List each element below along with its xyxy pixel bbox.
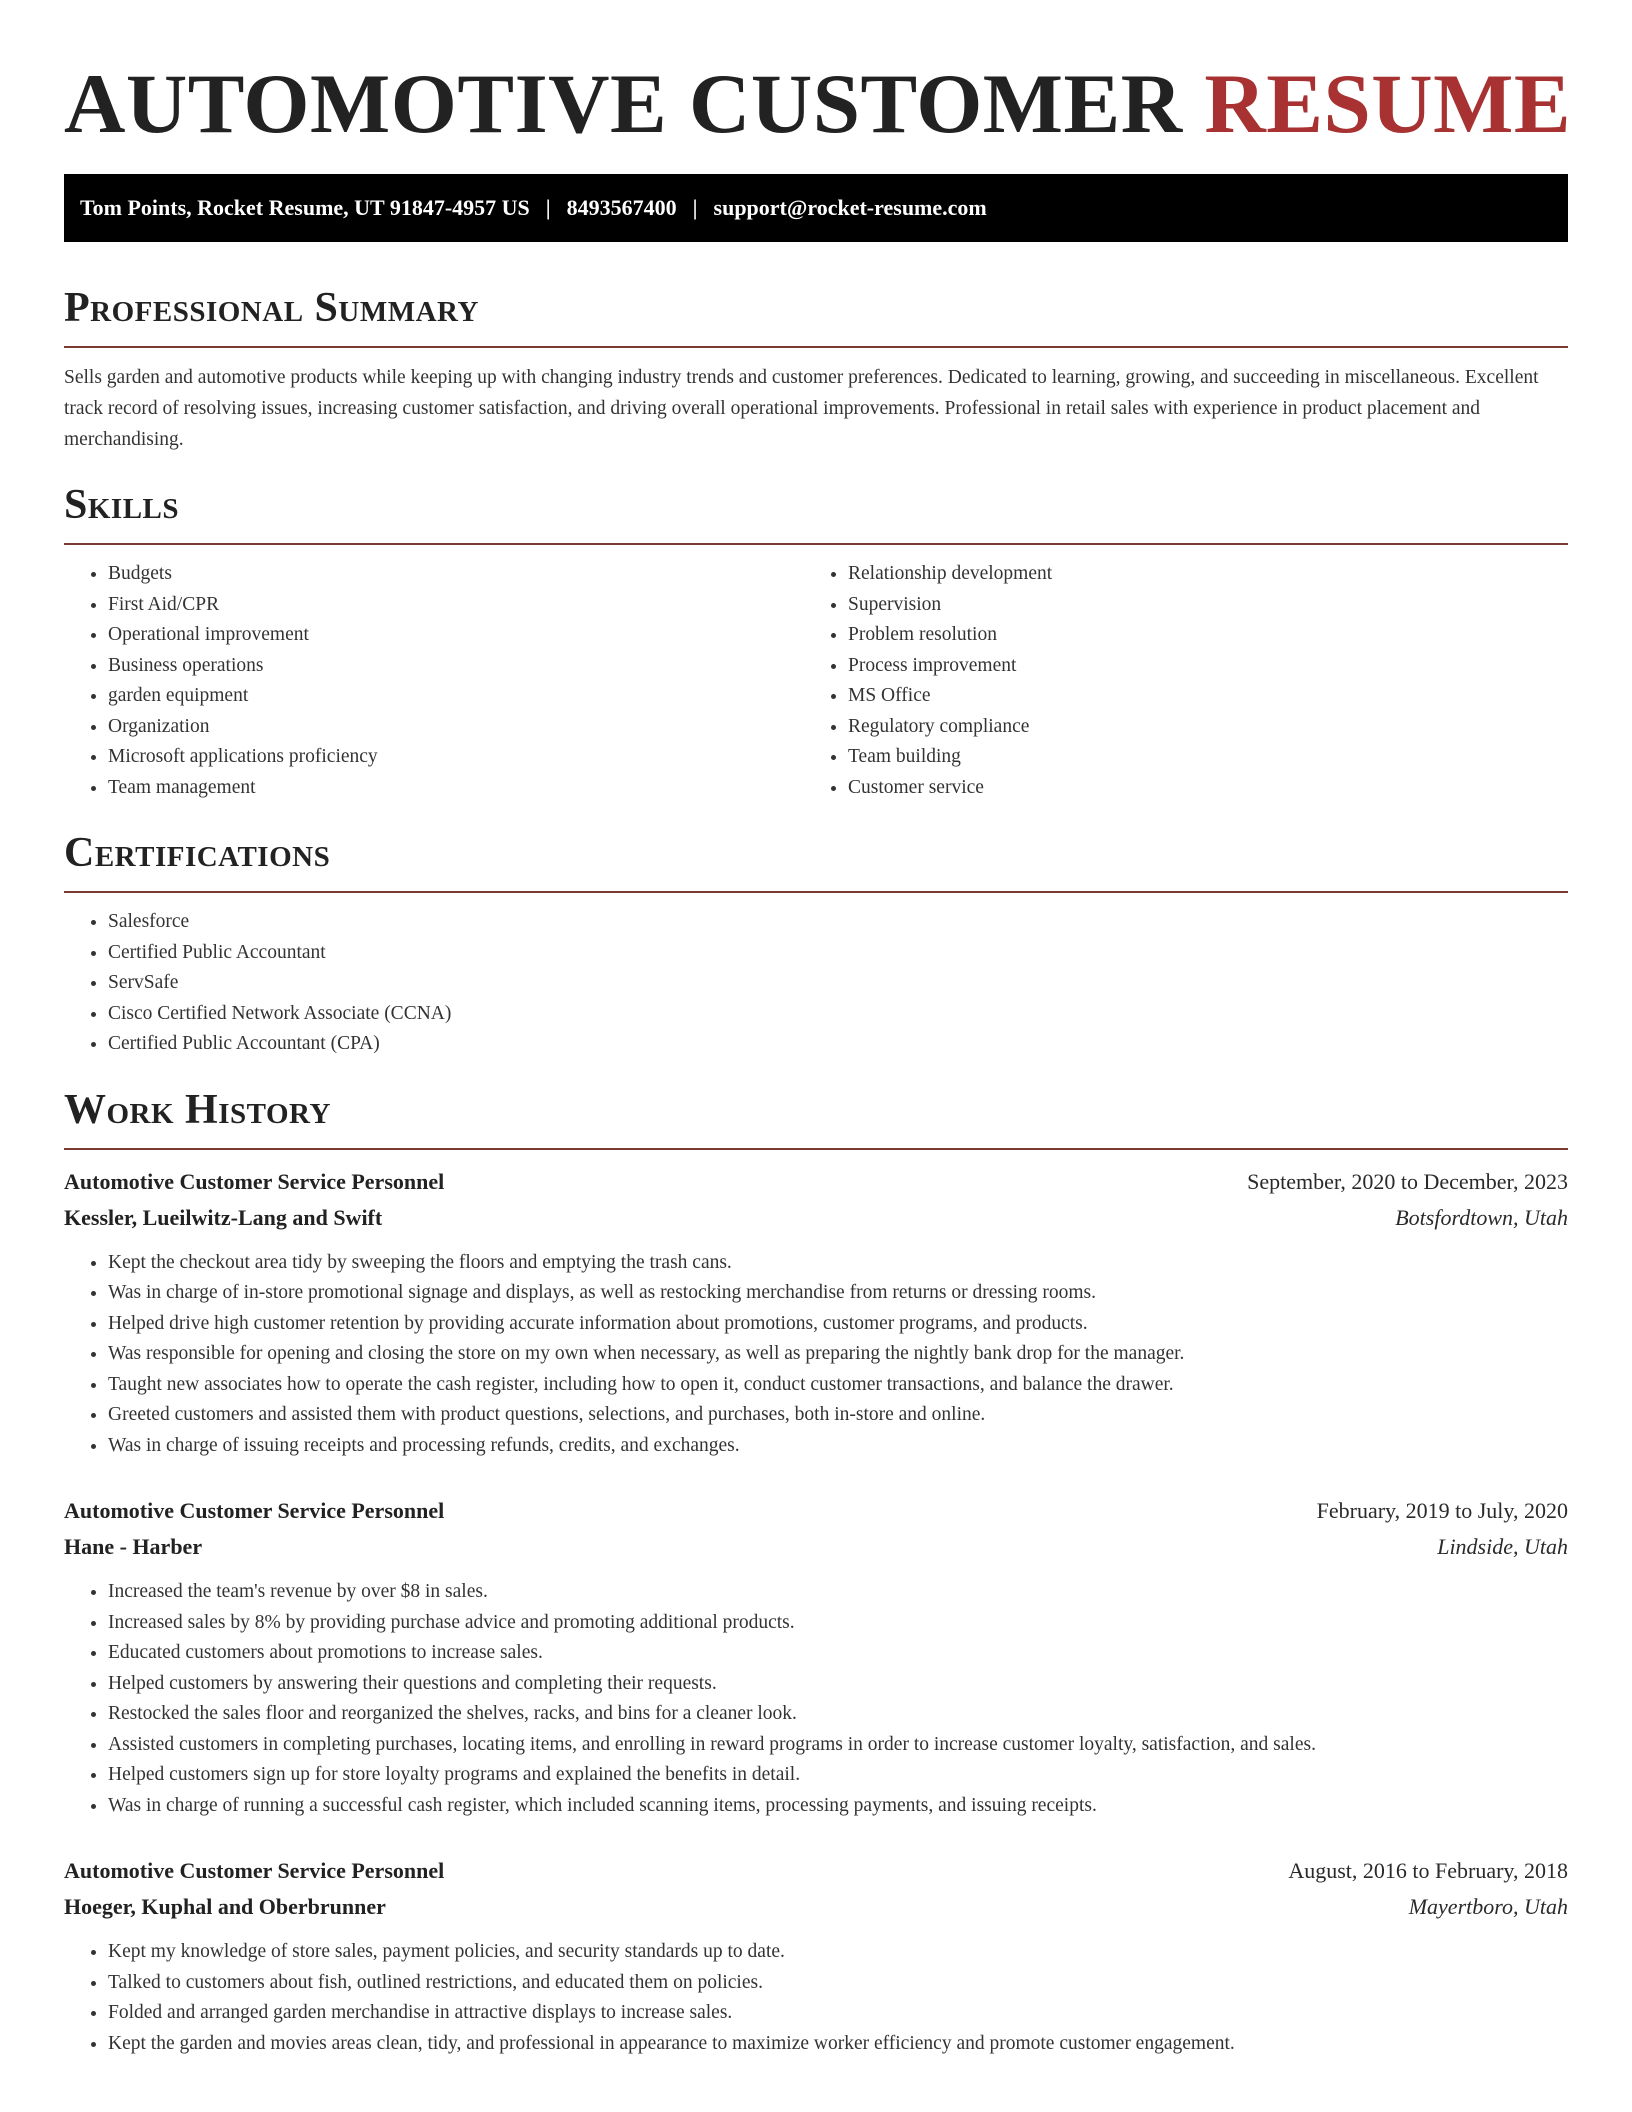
job-bullet: • Greeted customers and assisted them with product questions, selections, and purchases, both in-store and online. [108, 1400, 1568, 1431]
job-bullet: • Educated customers about promotions to increase sales. [108, 1638, 1568, 1669]
job-bullet: • Helped customers sign up for store loyalty programs and explained the benefits in detail. [108, 1760, 1568, 1791]
job-bullet: • Talked to customers about fish, outlined restrictions, and educated them on policies. [108, 1968, 1568, 1999]
section-divider [64, 346, 1568, 348]
title-accent: RESUME [1204, 57, 1572, 151]
section-divider [64, 1148, 1568, 1150]
job-bullet: • Helped customers by answering their questions and completing their requests. [108, 1669, 1568, 1700]
skill-item: • Business operations [108, 651, 804, 682]
job-company: Kessler, Lueilwitz-Lang and Swift [64, 1204, 383, 1230]
skill-item: • Relationship development [848, 559, 1568, 590]
job-entry [64, 1164, 1568, 1462]
contact-bar [64, 174, 1568, 242]
job-bullets [64, 1937, 1568, 2059]
certifications-heading: Certifications [64, 830, 331, 876]
skill-item: • Process improvement [848, 651, 1568, 682]
summary-heading: Professional Summary [64, 285, 479, 331]
job-company-row [64, 1889, 1568, 1925]
resume-title [64, 54, 1572, 154]
job-bullet: • Increased the team's revenue by over $8 in sales. [108, 1577, 1568, 1608]
job-entry [64, 1853, 1568, 2059]
job-bullet: • Assisted customers in completing purchases, locating items, and enrolling in reward programs in order to increase customer loyalty, satisfaction, and sales. [108, 1730, 1568, 1761]
skill-item: • garden equipment [108, 681, 804, 712]
skill-item: • Customer service [848, 773, 1568, 804]
skills-section [64, 481, 1568, 803]
skill-item: • Team building [848, 742, 1568, 773]
skills-heading: Skills [64, 482, 180, 528]
job-company: Hane - Harber [64, 1534, 203, 1559]
certification-item: • ServSafe [108, 968, 1568, 999]
section-divider [64, 891, 1568, 893]
certification-item: • Salesforce [108, 907, 1568, 938]
job-dates: February, 2019 to July, 2020 [1316, 1498, 1568, 1523]
skill-item: • Operational improvement [108, 620, 804, 651]
job-bullet: • Kept my knowledge of store sales, payment policies, and security standards up to date. [108, 1937, 1568, 1968]
job-bullet: • Was responsible for opening and closing the store on my own when necessary, as well as preparing the nightly bank drop for the manager. [108, 1339, 1568, 1370]
job-title: Automotive Customer Service Personnel [64, 1168, 445, 1194]
certifications-list [64, 907, 1568, 1060]
job-bullets [64, 1577, 1568, 1821]
job-bullets [64, 1248, 1568, 1462]
job-company-row [64, 1529, 1568, 1565]
job-bullet: • Was in charge of in-store promotional signage and displays, as well as restocking merchandise from returns or dressing rooms. [108, 1278, 1568, 1309]
job-bullet: • Kept the checkout area tidy by sweeping the floors and emptying the trash cans. [108, 1248, 1568, 1279]
job-company-row [64, 1200, 1568, 1236]
job-dates: August, 2016 to February, 2018 [1288, 1858, 1568, 1883]
skill-item: • Team management [108, 773, 804, 804]
contact-separator: | [692, 195, 698, 220]
contact-address: Tom Points, Rocket Resume, UT 91847-4957 US [80, 195, 530, 220]
job-company: Hoeger, Kuphal and Oberbrunner [64, 1894, 386, 1919]
skill-item: • Regulatory compliance [848, 712, 1568, 743]
skill-item: • Microsoft applications proficiency [108, 742, 804, 773]
certification-item: • Certified Public Accountant (CPA) [108, 1029, 1568, 1060]
skill-item: • Budgets [108, 559, 804, 590]
job-bullet: • Taught new associates how to operate the cash register, including how to open it, conduct customer transactions, and balance the drawer. [108, 1370, 1568, 1401]
job-header-row [64, 1853, 1568, 1889]
skills-grid [64, 559, 1568, 803]
skills-list-right [804, 559, 1568, 803]
certification-item: • Cisco Certified Network Associate (CCNA) [108, 999, 1568, 1030]
job-bullet: • Helped drive high customer retention by providing accurate information about promotions, customer programs, and products. [108, 1309, 1568, 1340]
job-dates: September, 2020 to December, 2023 [1247, 1168, 1568, 1194]
job-bullet: • Folded and arranged garden merchandise in attractive displays to increase sales. [108, 1998, 1568, 2029]
section-divider [64, 543, 1568, 545]
contact-phone: 8493567400 [566, 195, 677, 220]
job-header-row [64, 1493, 1568, 1529]
certifications-section [64, 829, 1568, 1060]
summary-section [64, 284, 1568, 455]
skill-item: • First Aid/CPR [108, 590, 804, 621]
skill-item: • Problem resolution [848, 620, 1568, 651]
title-main: AUTOMOTIVE CUSTOMER [64, 57, 1183, 151]
contact-separator: | [545, 195, 551, 220]
skills-list-left [64, 559, 804, 803]
job-bullet: • Increased sales by 8% by providing purchase advice and promoting additional products. [108, 1608, 1568, 1639]
job-location: Mayertboro, Utah [1408, 1894, 1568, 1919]
job-location: Lindside, Utah [1437, 1534, 1568, 1559]
job-bullet: • Was in charge of running a successful cash register, which included scanning items, processing payments, and issuing receipts. [108, 1791, 1568, 1822]
summary-text: Sells garden and automotive products while keeping up with changing industry trends and customer preferences. Dedicated to learning, growing, and succeeding in miscellaneous. Excellent track record of resolving issues, increasing customer satisfaction, and driving overall operational improvements. Professional in retail sales with experience in product placement and merchandising. [64, 367, 1539, 450]
job-title: Automotive Customer Service Personnel [64, 1498, 445, 1523]
certification-item: • Certified Public Accountant [108, 938, 1568, 969]
contact-email: support@rocket-resume.com [713, 195, 987, 220]
job-bullet: • Was in charge of issuing receipts and processing refunds, credits, and exchanges. [108, 1431, 1568, 1462]
skill-item: • Organization [108, 712, 804, 743]
job-bullet: • Kept the garden and movies areas clean, tidy, and professional in appearance to maximize worker efficiency and promote customer engagement. [108, 2029, 1568, 2060]
skill-item: • Supervision [848, 590, 1568, 621]
job-location: Botsfordtown, Utah [1395, 1204, 1568, 1230]
job-header-row [64, 1164, 1568, 1200]
resume-page [64, 0, 1572, 2059]
job-bullet: • Restocked the sales floor and reorganized the shelves, racks, and bins for a cleaner look. [108, 1699, 1568, 1730]
skill-item: • MS Office [848, 681, 1568, 712]
work-history-section [64, 1086, 1568, 2060]
job-entry [64, 1493, 1568, 1821]
work-history-heading: Work History [64, 1086, 331, 1133]
job-title: Automotive Customer Service Personnel [64, 1858, 445, 1883]
